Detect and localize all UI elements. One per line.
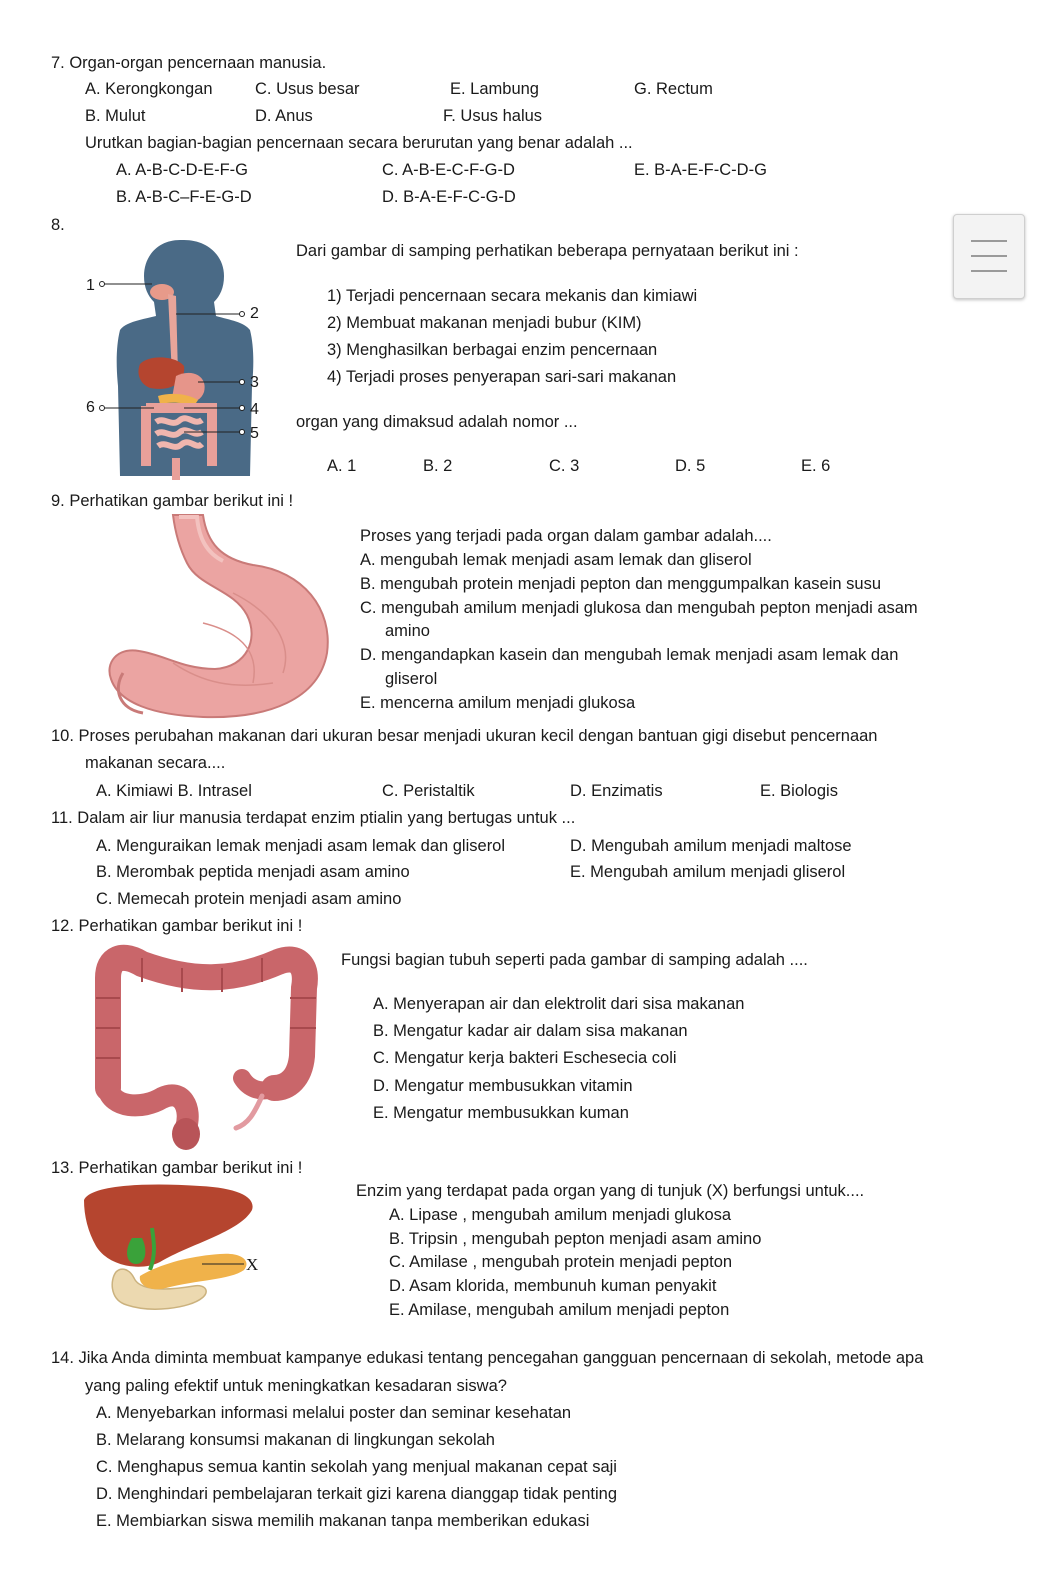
q7-option-c: C. A-B-E-C-F-G-D	[382, 161, 515, 179]
q7-organ-f: F. Usus halus	[443, 107, 543, 125]
q7-option-a: A. A-B-C-D-E-F-G	[116, 161, 248, 179]
q7-organ-e: E. Lambung	[450, 80, 539, 98]
q8-number: 8.	[51, 216, 65, 234]
q10-option-c: C. Peristaltik	[382, 782, 475, 800]
q10-option-a-b: A. Kimiawi B. Intrasel	[96, 782, 252, 800]
q7-organ-b: B. Mulut	[85, 107, 146, 125]
q13-option-c: C. Amilase , mengubah protein menjadi pepton	[389, 1253, 733, 1271]
q13-option-a: A. Lipase , mengubah amilum menjadi glukosa	[389, 1206, 732, 1224]
q14-option-c: C. Menghapus semua kantin sekolah yang menjual makanan cepat saji	[96, 1458, 617, 1476]
q8-option-b: B. 2	[423, 457, 453, 475]
q14-option-b: B. Melarang konsumsi makanan di lingkungan sekolah	[96, 1431, 495, 1449]
figure-label-1: 1	[86, 277, 95, 294]
q11-option-c: C. Memecah protein menjadi asam amino	[96, 890, 402, 908]
q10-option-e: E. Biologis	[760, 782, 838, 800]
q9-option-b: B. mengubah protein menjadi pepton dan menggumpalkan kasein susu	[360, 575, 882, 593]
q8-option-c: C. 3	[549, 457, 580, 475]
q11-option-e: E. Mengubah amilum menjadi gliserol	[570, 863, 846, 881]
q7-option-d: D. B-A-E-F-C-G-D	[382, 188, 516, 206]
q8-statement-1: 1) Terjadi pencernaan secara mekanis dan kimiawi	[327, 287, 698, 305]
q7-stem: 7. Organ-organ pencernaan manusia.	[51, 54, 327, 72]
q12-prompt: Fungsi bagian tubuh seperti pada gambar di samping adalah ....	[341, 951, 808, 969]
q8-option-d: D. 5	[675, 457, 706, 475]
q8-option-e: E. 6	[801, 457, 831, 475]
q13-option-b: B. Tripsin , mengubah pepton menjadi asam amino	[389, 1230, 762, 1248]
q12-option-b: B. Mengatur kadar air dalam sisa makanan	[373, 1022, 688, 1040]
figure-label-3: 3	[250, 374, 259, 391]
q8-statement-4: 4) Terjadi proses penyerapan sari-sari makanan	[327, 368, 677, 386]
q14-stem: 14. Jika Anda diminta membuat kampanye edukasi tentang pencegahan gangguan pencernaan di sekolah, metode apa	[51, 1349, 924, 1367]
q8-statement-2: 2) Membuat makanan menjadi bubur (KIM)	[327, 314, 642, 332]
figure-label-x: X	[246, 1255, 259, 1274]
q11-stem: 11. Dalam air liur manusia terdapat enzim ptialin yang bertugas untuk ...	[51, 809, 576, 827]
q14-stem-cont: yang paling efektif untuk meningkatkan kesadaran siswa?	[85, 1377, 507, 1395]
q9-option-c-cont: amino	[385, 622, 430, 640]
q12-option-a: A. Menyerapan air dan elektrolit dari sisa makanan	[373, 995, 745, 1013]
gallbladder-shape	[127, 1238, 145, 1264]
q14-option-e: E. Membiarkan siswa memilih makanan tanpa memberikan edukasi	[96, 1512, 590, 1530]
q14-option-d: D. Menghindari pembelajaran terkait gizi karena dianggap tidak penting	[96, 1485, 617, 1503]
figure-label-2: 2	[250, 305, 259, 322]
appendix	[236, 1096, 262, 1128]
q10-stem-cont: makanan secara....	[85, 754, 226, 772]
q13-prompt: Enzim yang terdapat pada organ yang di tunjuk (X) berfungsi untuk....	[356, 1182, 865, 1200]
q9-option-a: A. mengubah lemak menjadi asam lemak dan gliserol	[360, 551, 752, 569]
liver-pancreas-figure	[80, 1180, 350, 1315]
q7-organ-a: A. Kerongkongan	[85, 80, 213, 98]
digestive-system-figure	[80, 236, 270, 482]
q7-organ-g: G. Rectum	[634, 80, 713, 98]
figure-label-6: 6	[86, 399, 95, 416]
q8-statement-3: 3) Menghasilkan berbagai enzim pencernaan	[327, 341, 658, 359]
rectum-bulge	[172, 1118, 200, 1150]
menu-icon-bar	[971, 255, 1007, 257]
menu-icon-bar	[971, 240, 1007, 242]
figure-label-4: 4	[250, 401, 259, 418]
q12-stem: 12. Perhatikan gambar berikut ini !	[51, 917, 303, 935]
q9-prompt: Proses yang terjadi pada organ dalam gambar adalah....	[360, 527, 772, 545]
menu-icon-bar	[971, 270, 1007, 272]
q11-option-b: B. Merombak peptida menjadi asam amino	[96, 863, 410, 881]
q11-option-a: A. Menguraikan lemak menjadi asam lemak dan gliserol	[96, 837, 506, 855]
large-intestine-figure	[82, 938, 332, 1152]
q10-stem: 10. Proses perubahan makanan dari ukuran besar menjadi ukuran kecil dengan bantuan gigi disebut pencernaan	[51, 727, 878, 745]
figure-label-5: 5	[250, 425, 259, 442]
q8-intro: Dari gambar di samping perhatikan beberapa pernyataan berikut ini :	[296, 242, 799, 260]
q14-option-a: A. Menyebarkan informasi melalui poster dan seminar kesehatan	[96, 1404, 572, 1422]
q13-stem: 13. Perhatikan gambar berikut ini !	[51, 1159, 303, 1177]
q9-option-d-cont: gliserol	[385, 670, 438, 688]
colon-path	[108, 958, 305, 1088]
menu-button[interactable]	[953, 214, 1025, 299]
q8-option-a: A. 1	[327, 457, 357, 475]
q9-option-c: C. mengubah amilum menjadi glukosa dan mengubah pepton menjadi asam	[360, 599, 918, 617]
q11-option-d: D. Mengubah amilum menjadi maltose	[570, 837, 852, 855]
q12-option-c: C. Mengatur kerja bakteri Eschesecia coli	[373, 1049, 677, 1067]
q9-stem: 9. Perhatikan gambar berikut ini !	[51, 492, 294, 510]
q7-organ-c: C. Usus besar	[255, 80, 360, 98]
q7-organ-d: D. Anus	[255, 107, 313, 125]
q8-prompt: organ yang dimaksud adalah nomor ...	[296, 413, 578, 431]
q13-option-e: E. Amilase, mengubah amilum menjadi pepton	[389, 1301, 730, 1319]
q7-option-b: B. A-B-C–F-E-G-D	[116, 188, 252, 206]
q9-option-d: D. mengandapkan kasein dan mengubah lemak menjadi asam lemak dan	[360, 646, 899, 664]
q12-option-d: D. Mengatur membusukkan vitamin	[373, 1077, 633, 1095]
q7-option-e: E. B-A-E-F-C-D-G	[634, 161, 767, 179]
stomach-figure	[83, 513, 343, 719]
stomach-body	[109, 515, 327, 717]
q12-option-e: E. Mengatur membusukkan kuman	[373, 1104, 629, 1122]
q9-option-e: E. mencerna amilum menjadi glukosa	[360, 694, 636, 712]
q13-option-d: D. Asam klorida, membunuh kuman penyakit	[389, 1277, 717, 1295]
sigmoid-colon	[108, 1088, 188, 1128]
q10-option-d: D. Enzimatis	[570, 782, 663, 800]
q7-prompt: Urutkan bagian-bagian pencernaan secara berurutan yang benar adalah ...	[85, 134, 633, 152]
